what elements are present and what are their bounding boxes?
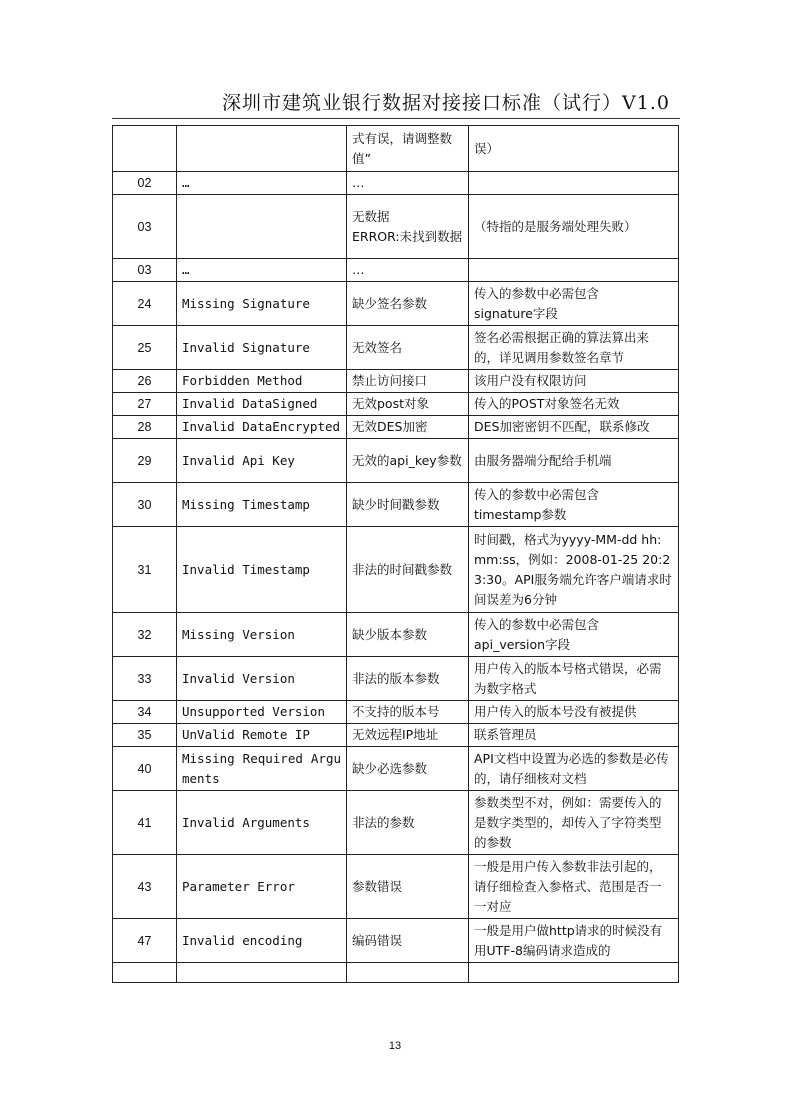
error-name-cell: Invalid Api Key (177, 439, 347, 483)
error-description-cell: 无效DES加密 (347, 416, 469, 439)
error-note-cell: 参数类型不对，例如：需要传入的是数字类型的，却传入了字符类型的参数 (469, 791, 679, 855)
page-number: 13 (388, 1040, 402, 1052)
document-header-title: 深圳市建筑业银行数据对接接口标准（试行）V1.0 (222, 92, 670, 114)
error-note-cell: 传入的POST对象签名无效 (469, 393, 679, 416)
error-note-cell: 时间戳，格式为yyyy-MM-dd hh:mm:ss，例如：2008-01-25 20:23:30。API服务端允许客户端请求时间误差为6分钟 (469, 527, 679, 613)
error-code-cell: 26 (113, 370, 177, 393)
table-row (113, 326, 679, 370)
table-row (113, 724, 679, 747)
error-code-table-body (113, 126, 679, 983)
error-code-cell: 24 (113, 282, 177, 326)
error-code-cell: 03 (113, 259, 177, 282)
error-code-cell: 31 (113, 527, 177, 613)
error-description-cell: 缺少时间戳参数 (347, 483, 469, 527)
error-description-cell: 非法的参数 (347, 791, 469, 855)
error-code-cell: 47 (113, 919, 177, 963)
error-name-cell: Invalid encoding (177, 919, 347, 963)
error-note-cell: 传入的参数中必需包含 timestamp参数 (469, 483, 679, 527)
error-name-cell (177, 963, 347, 983)
error-name-cell: Invalid Timestamp (177, 527, 347, 613)
error-name-cell: Invalid DataEncrypted (177, 416, 347, 439)
error-description-cell: 式有误，请调整数 值” (347, 126, 469, 172)
error-name-cell: Unsupported Version (177, 701, 347, 724)
error-note-cell (469, 172, 679, 195)
error-name-cell: Invalid Version (177, 657, 347, 701)
error-code-cell: 34 (113, 701, 177, 724)
error-name-cell: Missing Timestamp (177, 483, 347, 527)
error-description-cell: 禁止访问接口 (347, 370, 469, 393)
error-description-cell (347, 963, 469, 983)
error-name-cell: Parameter Error (177, 855, 347, 919)
error-name-cell: Missing Version (177, 613, 347, 657)
error-code-cell: 33 (113, 657, 177, 701)
error-note-cell: 误） (469, 126, 679, 172)
error-code-cell: 35 (113, 724, 177, 747)
table-row (113, 963, 679, 983)
error-description-cell: 无效远程IP地址 (347, 724, 469, 747)
table-row (113, 195, 679, 259)
error-note-cell: 签名必需根据正确的算法算出来的，详见调用参数签名章节 (469, 326, 679, 370)
error-description-cell: 缺少版本参数 (347, 613, 469, 657)
error-description-cell: 无效签名 (347, 326, 469, 370)
error-code-cell: 28 (113, 416, 177, 439)
error-description-cell: 无效post对象 (347, 393, 469, 416)
error-name-cell: Missing Required Arguments (177, 747, 347, 791)
error-code-cell (113, 126, 177, 172)
error-description-cell: 非法的版本参数 (347, 657, 469, 701)
error-code-cell: 32 (113, 613, 177, 657)
error-note-cell (469, 259, 679, 282)
error-code-cell: 43 (113, 855, 177, 919)
error-code-cell: 41 (113, 791, 177, 855)
table-row (113, 657, 679, 701)
error-code-cell: 25 (113, 326, 177, 370)
error-note-cell: 由服务器端分配给手机端 (469, 439, 679, 483)
error-note-cell: 联系管理员 (469, 724, 679, 747)
error-name-cell (177, 195, 347, 259)
table-row (113, 416, 679, 439)
error-name-cell: UnValid Remote IP (177, 724, 347, 747)
table-row (113, 919, 679, 963)
error-name-cell: … (177, 259, 347, 282)
error-name-cell: Invalid DataSigned (177, 393, 347, 416)
error-code-table (112, 125, 679, 983)
error-description-cell: 参数错误 (347, 855, 469, 919)
error-name-cell (177, 126, 347, 172)
error-name-cell: Invalid Arguments (177, 791, 347, 855)
table-row (113, 483, 679, 527)
table-row (113, 259, 679, 282)
error-description-cell: 缺少签名参数 (347, 282, 469, 326)
table-row (113, 370, 679, 393)
error-description-cell: … (347, 172, 469, 195)
error-description-cell: 编码错误 (347, 919, 469, 963)
error-description-cell: … (347, 259, 469, 282)
error-note-cell: 传入的参数中必需包含 api_version字段 (469, 613, 679, 657)
table-row (113, 172, 679, 195)
error-description-cell: 无数据 ERROR:未找到数据 (347, 195, 469, 259)
error-code-cell: 29 (113, 439, 177, 483)
table-row (113, 439, 679, 483)
table-row (113, 701, 679, 724)
error-code-cell: 03 (113, 195, 177, 259)
error-description-cell: 非法的时间戳参数 (347, 527, 469, 613)
error-note-cell: 该用户没有权限访问 (469, 370, 679, 393)
error-code-cell: 27 (113, 393, 177, 416)
error-description-cell: 不支持的版本号 (347, 701, 469, 724)
error-description-cell: 缺少必选参数 (347, 747, 469, 791)
table-row (113, 126, 679, 172)
error-name-cell: Forbidden Method (177, 370, 347, 393)
error-note-cell: DES加密密钥不匹配，联系修改 (469, 416, 679, 439)
table-row (113, 527, 679, 613)
error-name-cell: … (177, 172, 347, 195)
header-rule (112, 118, 680, 119)
error-note-cell: 一般是用户做http请求的时候没有用UTF-8编码请求造成的 (469, 919, 679, 963)
table-row (113, 747, 679, 791)
table-row (113, 613, 679, 657)
table-row (113, 282, 679, 326)
error-code-cell: 02 (113, 172, 177, 195)
table-row (113, 393, 679, 416)
error-code-cell: 40 (113, 747, 177, 791)
error-note-cell: 用户传入的版本号格式错误，必需为数字格式 (469, 657, 679, 701)
error-note-cell: API文档中设置为必选的参数是必传的，请仔细核对文档 (469, 747, 679, 791)
error-note-cell: 用户传入的版本号没有被提供 (469, 701, 679, 724)
error-name-cell: Invalid Signature (177, 326, 347, 370)
table-row (113, 791, 679, 855)
error-note-cell: 传入的参数中必需包含 signature字段 (469, 282, 679, 326)
error-note-cell: 一般是用户传入参数非法引起的，请仔细检查入参格式、范围是否一一对应 (469, 855, 679, 919)
table-row (113, 855, 679, 919)
error-code-cell: 30 (113, 483, 177, 527)
error-code-cell (113, 963, 177, 983)
error-note-cell (469, 963, 679, 983)
error-note-cell: （特指的是服务端处理失败） (469, 195, 679, 259)
error-description-cell: 无效的api_key参数 (347, 439, 469, 483)
error-name-cell: Missing Signature (177, 282, 347, 326)
